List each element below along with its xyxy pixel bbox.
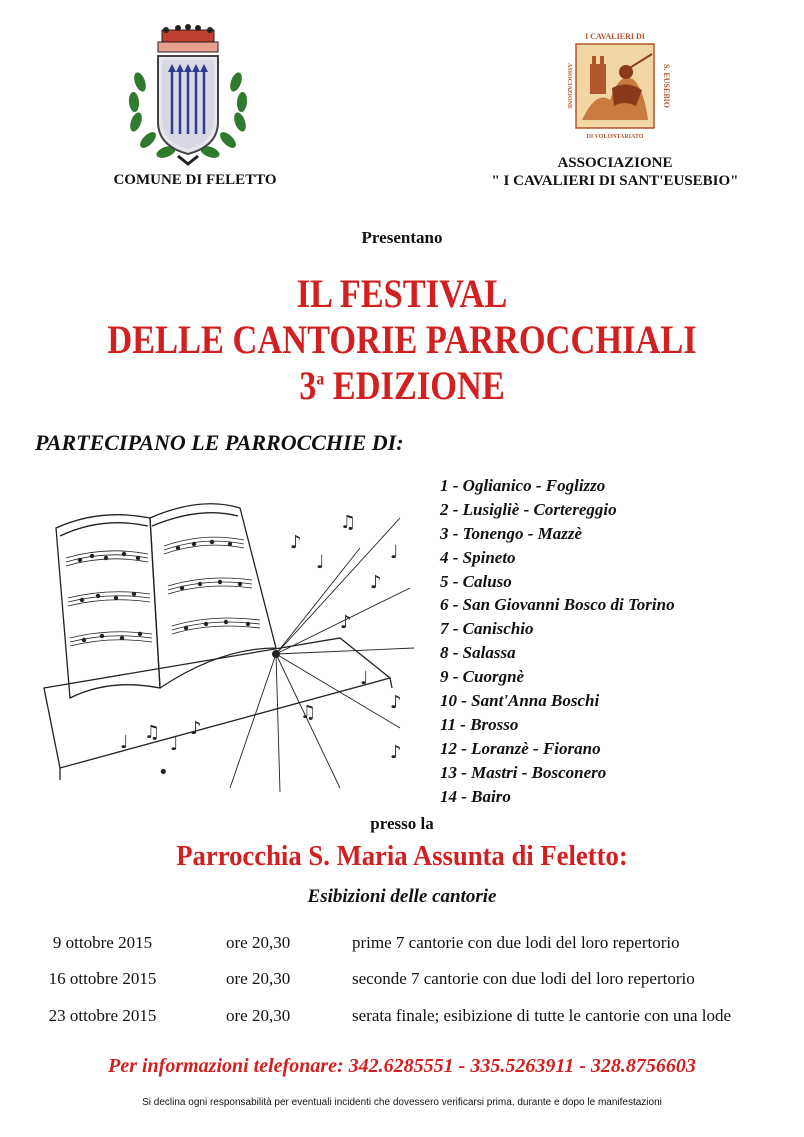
edition-word: EDIZIONE <box>324 363 505 408</box>
svg-text:♪: ♪ <box>290 532 302 553</box>
edition-number: 3 <box>299 363 317 408</box>
logo-text-top: I CAVALIERI DI <box>585 32 645 41</box>
list-item: 3 - Tonengo - Mazzè <box>440 523 582 543</box>
svg-text:♫: ♫ <box>340 512 357 533</box>
schedule-description: prime 7 cantorie con due lodi del loro repertorio <box>352 933 680 952</box>
svg-text:♫: ♫ <box>144 722 161 743</box>
association-logo-icon <box>556 30 674 142</box>
schedule-time: ore 20,30 <box>226 969 291 988</box>
exhibitions-heading: Esibizioni delle cantorie <box>307 886 497 907</box>
music-book-illustration <box>40 488 420 798</box>
comune-crest-icon <box>118 22 258 172</box>
svg-text:♪: ♪ <box>390 742 402 763</box>
list-item: 2 - Lusigliè - Cortereggio <box>440 499 617 519</box>
schedule-time: ore 20,30 <box>226 933 291 952</box>
logo-text-left: ASSOCIAZIONE <box>566 62 572 110</box>
svg-text:•: • <box>158 762 169 783</box>
schedule-row <box>0 933 804 959</box>
schedule-date: 16 ottobre 2015 <box>48 969 157 988</box>
list-item: 14 - Bairo <box>440 786 511 806</box>
disclaimer: Si declina ogni responsabilità per eventuali incidenti che dovessero verificarsi prima, durante e dopo le manifestazioni <box>142 1097 662 1108</box>
schedule-date: 9 ottobre 2015 <box>52 933 153 952</box>
list-item: 7 - Canischio <box>440 619 534 639</box>
svg-text:♪: ♪ <box>370 572 382 593</box>
list-item: 8 - Salassa <box>440 643 516 663</box>
edition-superscript: a <box>316 368 325 389</box>
festival-title-line1: IL FESTIVAL <box>296 271 508 316</box>
logo-text-right: S. EUSEBIO <box>662 63 671 109</box>
presentano-label: Presentano <box>361 228 443 247</box>
schedule-time: ore 20,30 <box>226 1006 291 1025</box>
list-item: 4 - Spineto <box>440 547 516 567</box>
schedule-description: serata finale; esibizione di tutte le cantorie con una lode <box>352 1006 732 1025</box>
logo-text-bottom: DI VOLONTARIATO <box>586 134 644 140</box>
svg-text:♫: ♫ <box>300 702 317 723</box>
list-item: 6 - San Giovanni Bosco di Torino <box>440 595 675 615</box>
svg-text:♩: ♩ <box>390 542 399 563</box>
svg-text:♩: ♩ <box>120 732 129 753</box>
association-name: " I CAVALIERI DI SANT'EUSEBIO" <box>491 173 739 189</box>
schedule-date: 23 ottobre 2015 <box>48 1006 157 1025</box>
schedule-description: seconde 7 cantorie con due lodi del loro repertorio <box>352 969 695 988</box>
svg-text:♪: ♪ <box>190 718 202 739</box>
festival-title-edition <box>56 362 747 409</box>
list-item: 10 - Sant'Anna Boschi <box>440 691 600 711</box>
list-item: 11 - Brosso <box>440 714 519 734</box>
venue-title: Parrocchia S. Maria Assunta di Feletto: <box>176 840 628 872</box>
svg-text:♪: ♪ <box>390 692 402 713</box>
presso-label: presso la <box>370 814 434 833</box>
svg-text:♩: ♩ <box>316 552 325 573</box>
list-item: 5 - Caluso <box>440 571 512 591</box>
list-item: 9 - Cuorgnè <box>440 667 525 687</box>
list-item: 1 - Oglianico - Foglizzo <box>440 476 606 495</box>
contact-info: Per informazioni telefonare: 342.6285551 - 335.5263911 - 328.8756603 <box>108 1055 696 1077</box>
festival-title-line2: DELLE CANTORIE PARROCCHIALI <box>107 317 697 362</box>
svg-text:♩: ♩ <box>360 668 369 689</box>
schedule-row <box>0 969 804 995</box>
schedule-row <box>0 1006 804 1032</box>
participants-heading: PARTECIPANO LE PARROCCHIE DI: <box>35 430 404 455</box>
svg-text:♪: ♪ <box>340 612 352 633</box>
list-item: 12 - Loranzè - Fiorano <box>440 738 601 758</box>
association-label: ASSOCIAZIONE <box>557 155 673 171</box>
svg-text:♩: ♩ <box>170 734 179 755</box>
parish-list <box>440 474 675 808</box>
list-item: 13 - Mastri - Bosconero <box>440 762 607 782</box>
comune-label: COMUNE DI FELETTO <box>113 172 277 188</box>
